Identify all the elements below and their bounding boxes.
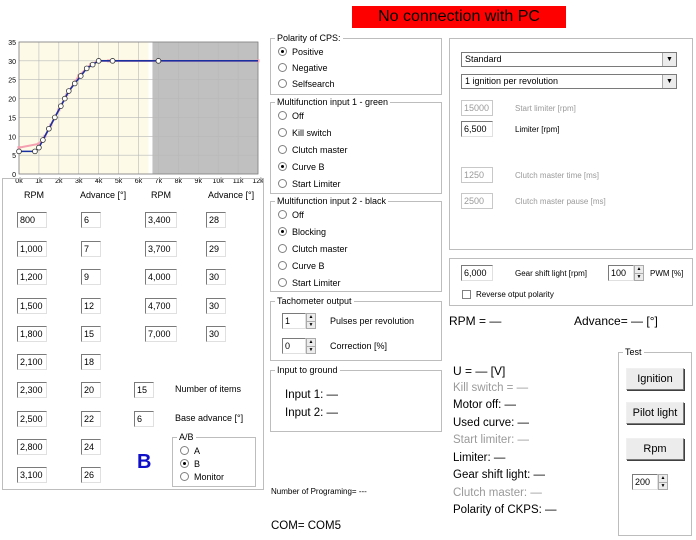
x-tick-label: 2k [55, 178, 63, 185]
rpm-test-button[interactable]: Rpm [626, 438, 684, 460]
polarity-cps-option-selfsearch[interactable] [278, 77, 335, 90]
ab-option-label: Monitor [194, 471, 225, 482]
polarity-cps-title: Polarity of CPS: [277, 33, 341, 43]
mode-select[interactable] [461, 52, 677, 67]
advance-cell[interactable]: 30 [206, 326, 226, 342]
series-b-point[interactable] [33, 149, 38, 154]
rpm-cell[interactable]: 1,500 [17, 298, 47, 314]
x-tick-label: 3k [75, 178, 83, 185]
used-curve-readout: Used curve: — [453, 417, 530, 429]
advance-cell[interactable]: 26 [81, 467, 101, 483]
mf-input-2-title: Multifunction input 2 - black [277, 196, 387, 206]
polarity-cps-option-label: Negative [292, 62, 328, 73]
advance-cell[interactable]: 29 [206, 241, 226, 257]
advance-cell[interactable]: 30 [206, 298, 226, 314]
mf-input-1-option-label: Curve B [292, 161, 325, 172]
gear-shift-light-readout: Gear shift light: — [453, 469, 546, 481]
settings-group [449, 38, 693, 250]
rpm-cell[interactable]: 1,000 [17, 241, 47, 257]
radio-indicator [180, 459, 189, 468]
col-header-advance-1: Advance [°] [80, 190, 127, 200]
polarity-cps-option-label: Positive [292, 46, 324, 57]
rpm-test-input[interactable]: 200 [632, 474, 658, 490]
series-b-point[interactable] [78, 74, 83, 79]
advance-curve-chart[interactable] [0, 34, 264, 185]
x-tick-label: 0k [15, 178, 23, 185]
ab-option-a[interactable] [180, 444, 200, 457]
ignition-select-value: 1 ignition per revolution [465, 76, 559, 86]
rpm-cell[interactable]: 2,300 [17, 382, 47, 398]
mf-input-1-option-label: Off [292, 110, 304, 121]
advance-cell[interactable]: 30 [206, 269, 226, 285]
x-tick-label: 12k [252, 178, 264, 185]
radio-indicator [278, 111, 287, 120]
series-b-point[interactable] [37, 145, 42, 150]
radio-indicator [278, 79, 287, 88]
rpm-readout: RPM = — [449, 314, 502, 328]
mf-input-1-option-curve-b[interactable] [278, 160, 325, 173]
radio-indicator [278, 261, 287, 270]
radio-indicator [278, 227, 287, 236]
start-limiter-readout: Start limiter: — [453, 434, 530, 446]
com-port: COM= COM5 [271, 520, 341, 532]
gear-shift-rpm-label: Gear shift light [rpm] [515, 269, 588, 278]
radio-indicator [278, 162, 287, 171]
y-tick-label: 35 [8, 40, 16, 47]
number-of-items-input[interactable]: 15 [134, 382, 154, 398]
motor-off-readout: Motor off: — [453, 399, 517, 411]
mf-input-1-option-label: Start Limiter [292, 178, 341, 189]
advance-readout: Advance= — [°] [574, 314, 658, 328]
correction-label: Correction [%] [330, 341, 388, 351]
base-advance-label: Base advance [°] [175, 413, 244, 423]
reverse-polarity-label: Reverse otput polarity [476, 290, 554, 299]
advance-cell[interactable]: 22 [81, 411, 101, 427]
correction-input[interactable]: 0 [282, 338, 306, 354]
mf-input-2-option-label: Start Limiter [292, 277, 341, 288]
x-tick-label: 9k [194, 178, 202, 185]
rpm-cell[interactable]: 4,000 [145, 269, 177, 285]
pwm-input[interactable]: 100 [608, 265, 634, 281]
ignition-select[interactable] [461, 74, 677, 89]
y-tick-label: 25 [8, 77, 16, 85]
mf-input-1-option-clutch-master[interactable] [278, 143, 348, 156]
ab-option-monitor[interactable] [180, 470, 224, 483]
series-b-point[interactable] [62, 96, 67, 101]
radio-indicator [278, 278, 287, 287]
series-b-point[interactable] [46, 126, 51, 131]
clutch-time-label: Clutch master time [ms] [515, 171, 600, 180]
y-tick-label: 10 [8, 134, 16, 142]
mf-input-1-option-start-limiter[interactable] [278, 177, 341, 190]
col-header-advance-2: Advance [°] [208, 190, 255, 200]
mf-input-2-option-label: Clutch master [292, 243, 348, 254]
y-tick-label: 15 [8, 115, 16, 123]
polarity-cps-option-positive[interactable] [278, 45, 324, 58]
series-b-point[interactable] [156, 58, 161, 63]
y-tick-label: 30 [8, 58, 16, 66]
limiter-label: Limiter [rpm] [515, 125, 560, 134]
curve-letter: B [137, 451, 152, 473]
ab-option-label: A [194, 445, 201, 456]
mf-input-2-option-curve-b[interactable] [278, 259, 325, 272]
clutch-master-readout: Clutch master: — [453, 487, 542, 499]
rpm-test-spinner[interactable]: ▲ ▼ [658, 474, 668, 490]
rpm-cell[interactable]: 7,000 [145, 326, 177, 342]
rpm-cell[interactable]: 1,800 [17, 326, 47, 342]
rpm-cell[interactable]: 1,200 [17, 269, 47, 285]
series-b-point[interactable] [110, 58, 115, 63]
advance-cell[interactable]: 9 [81, 269, 101, 285]
advance-cell[interactable]: 12 [81, 298, 101, 314]
radio-indicator [180, 472, 189, 481]
test-group-title: Test [625, 347, 642, 357]
rpm-cell[interactable]: 3,100 [17, 467, 47, 483]
series-b-point[interactable] [41, 138, 46, 143]
x-tick-label: 1k [35, 178, 43, 185]
mf-input-2-option-label: Off [292, 209, 304, 220]
pulses-label: Pulses per revolution [330, 316, 415, 326]
x-tick-label: 6k [134, 178, 143, 185]
clutch-pause-label: Clutch master pause [ms] [515, 197, 606, 206]
series-b-point[interactable] [72, 81, 77, 86]
pilot-light-test-button[interactable]: Pilot light [626, 402, 684, 424]
rpm-cell[interactable]: 800 [17, 212, 47, 228]
limiter-readout: Limiter: — [453, 452, 506, 464]
reverse-polarity-checkbox[interactable] [462, 288, 554, 301]
x-tick-label: 5k [114, 178, 123, 185]
polarity-cps-option-negative[interactable] [278, 61, 328, 74]
input-to-ground-title: Input to ground [277, 365, 338, 375]
advance-cell[interactable]: 7 [81, 241, 101, 257]
radio-indicator [278, 210, 287, 219]
number-of-items-label: Number of items [175, 384, 242, 394]
mf-input-1-option-label: Clutch master [292, 144, 348, 155]
clutch-time-input[interactable]: 1250 [461, 167, 493, 183]
pwm-label: PWM [%] [650, 269, 684, 278]
radio-indicator [278, 63, 287, 72]
mode-select-value: Standard [465, 54, 502, 64]
mf-input-2-option-start-limiter[interactable] [278, 276, 341, 289]
series-b-point[interactable] [17, 149, 22, 154]
mf-input-2-option-label: Blocking [292, 226, 327, 237]
y-tick-label: 20 [8, 96, 16, 104]
series-b-point[interactable] [52, 115, 57, 120]
correction-spinner[interactable]: ▲ ▼ [306, 338, 316, 354]
mf-input-1-option-kill-switch[interactable] [278, 126, 332, 139]
mf-input-1-option-off[interactable] [278, 109, 304, 122]
pwm-spinner[interactable]: ▲ ▼ [634, 265, 644, 281]
radio-indicator [278, 179, 287, 188]
radio-indicator [278, 145, 287, 154]
mf-input-2-option-clutch-master[interactable] [278, 242, 348, 255]
gear-shift-rpm-input[interactable]: 6,000 [461, 265, 493, 281]
base-advance-input[interactable]: 6 [134, 411, 154, 427]
rpm-cell[interactable]: 4,700 [145, 298, 177, 314]
polarity-cps-option-label: Selfsearch [292, 78, 335, 89]
radio-indicator [278, 128, 287, 137]
chevron-down-icon: ▼ [662, 53, 676, 66]
pulses-input[interactable]: 1 [282, 313, 306, 329]
x-tick-label: 11k [232, 178, 244, 185]
advance-cell[interactable]: 28 [206, 212, 226, 228]
series-b-point[interactable] [84, 66, 89, 71]
voltage-readout: U = — [V] [453, 364, 506, 378]
radio-indicator [278, 47, 287, 56]
programming-count: Number of Programing= --- [271, 487, 367, 496]
mf-input-1-option-label: Kill switch [292, 127, 332, 138]
ignition-test-button[interactable]: Ignition [626, 368, 684, 390]
mf-input-2-option-off[interactable] [278, 208, 304, 221]
rpm-cell[interactable]: 2,800 [17, 439, 47, 455]
ab-group-title: A/B [179, 432, 194, 442]
chevron-down-icon: ▼ [662, 75, 676, 88]
series-b-point[interactable] [58, 104, 63, 109]
checkbox-box [462, 290, 471, 299]
pulses-spinner[interactable]: ▲ ▼ [306, 313, 316, 329]
kill-switch-readout: Kill switch = — [453, 382, 529, 394]
mf-input-1-title: Multifunction input 1 - green [277, 97, 389, 107]
y-tick-label: 0 [12, 172, 16, 179]
rpm-cell[interactable]: 3,400 [145, 212, 177, 228]
connection-status-banner: No connection with PC [352, 6, 566, 28]
rpm-cell[interactable]: 2,100 [17, 354, 47, 370]
x-tick-label: 7k [154, 178, 163, 185]
advance-cell[interactable]: 6 [81, 212, 101, 228]
advance-cell[interactable]: 15 [81, 326, 101, 342]
ab-option-label: B [194, 458, 201, 469]
ab-option-b[interactable] [180, 457, 200, 470]
input-2-readout: Input 2: — [285, 407, 339, 419]
col-header-rpm-2: RPM [151, 190, 171, 200]
mf-input-2-option-blocking[interactable] [278, 225, 326, 238]
radio-indicator [278, 244, 287, 253]
start-limiter-input[interactable]: 15000 [461, 100, 493, 116]
rpm-cell[interactable]: 3,700 [145, 241, 177, 257]
series-b-point[interactable] [66, 89, 71, 94]
clutch-pause-input[interactable]: 2500 [461, 193, 493, 209]
radio-indicator [180, 446, 189, 455]
rpm-cell[interactable]: 2,500 [17, 411, 47, 427]
advance-cell[interactable]: 20 [81, 382, 101, 398]
x-tick-label: 10k [212, 178, 224, 185]
series-b-point[interactable] [90, 62, 95, 67]
y-tick-label: 5 [12, 153, 16, 161]
advance-cell[interactable]: 18 [81, 354, 101, 370]
tachometer-title: Tachometer output [277, 296, 352, 306]
start-limiter-label: Start limiter [rpm] [515, 104, 576, 113]
col-header-rpm-1: RPM [24, 190, 44, 200]
advance-cell[interactable]: 24 [81, 439, 101, 455]
mf-input-2-option-label: Curve B [292, 260, 325, 271]
input-1-readout: Input 1: — [285, 389, 339, 401]
series-b-point[interactable] [96, 58, 101, 63]
limiter-input[interactable]: 6,500 [461, 121, 493, 137]
x-tick-label: 8k [174, 178, 183, 185]
x-tick-label: 4k [94, 178, 103, 185]
polarity-ckps-readout: Polarity of CKPS: — [453, 504, 557, 516]
